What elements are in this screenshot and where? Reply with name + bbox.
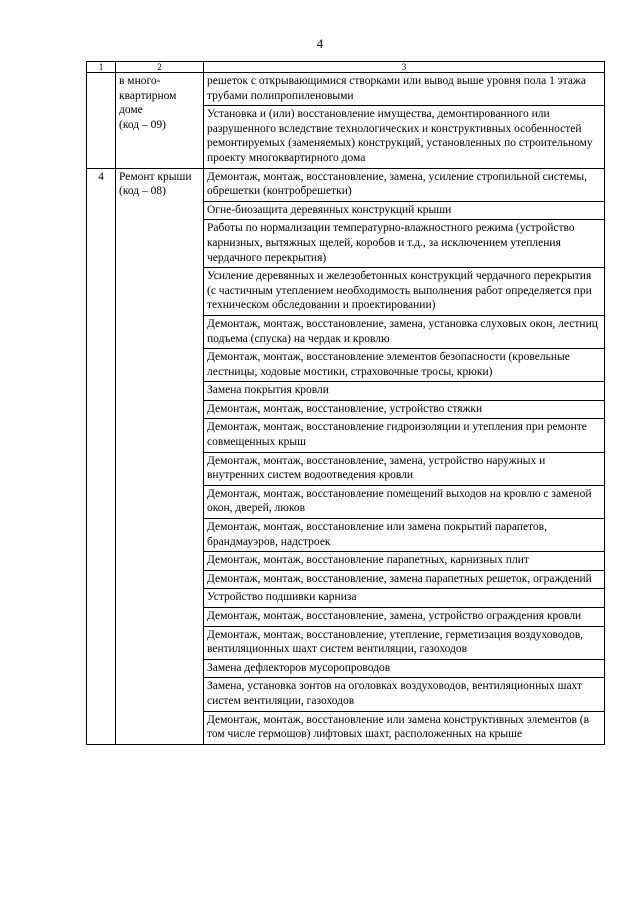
table-body <box>87 73 605 745</box>
work-description: Замена покрытия кровли <box>204 382 605 401</box>
work-description: Демонтаж, монтаж, восстановление помещений выходов на кровлю с заменой окон, дверей, люков <box>204 485 605 518</box>
work-description: Демонтаж, монтаж, восстановление или замена конструктивных элементов (в том числе гермошов) лифтовых шахт, расположенных на крыше <box>204 711 605 744</box>
work-description: Демонтаж, монтаж, восстановление, замена, установка слуховых окон, лестниц подъема (спуска) на чердак и кровлю <box>204 315 605 348</box>
work-category-name-line: (код – 09) <box>119 118 166 131</box>
work-category-name-line: доме <box>119 104 143 117</box>
work-types-table <box>86 61 605 745</box>
work-description: Демонтаж, монтаж, восстановление, замена парапетных решеток, ограждений <box>204 570 605 589</box>
column-header-2: 2 <box>116 62 204 73</box>
work-description: Демонтаж, монтаж, восстановление, замена, устройство ограждения кровли <box>204 608 605 627</box>
table-row <box>87 168 605 201</box>
work-category-name-line: квартирном <box>119 89 177 102</box>
work-description: Демонтаж, монтаж, восстановление, замена, усиление стропильной системы, обрешетки (контробрешетки) <box>204 168 605 201</box>
work-description: Демонтаж, монтаж, восстановление парапетных, карнизных плит <box>204 552 605 571</box>
work-description: решеток с открывающимися створками или вывод выше уровня пола 1 этажа трубами полипропиленовыми <box>204 73 605 106</box>
work-description: Устройство подшивки карниза <box>204 589 605 608</box>
work-description: Демонтаж, монтаж, восстановление, устройство стяжки <box>204 400 605 419</box>
work-category-name <box>116 73 204 169</box>
work-description: Демонтаж, монтаж, восстановление, утепление, герметизация воздуховодов, вентиляционных шахт систем вентиляции, газоходов <box>204 626 605 659</box>
work-category-name-line: (код – 08) <box>119 185 166 198</box>
item-number <box>87 73 116 169</box>
work-description: Демонтаж, монтаж, восстановление, замена, устройство наружных и внутренних систем водоотведения кровли <box>204 452 605 485</box>
column-header-1: 1 <box>87 62 116 73</box>
work-description: Установка и (или) восстановление имущества, демонтированного или разрушенного вследствие технологических и конструктивных особенностей ремонтируемых (заменяемых) конструкций, установленных по строительному проекту многоквартирного дома <box>204 106 605 168</box>
work-description: Демонтаж, монтаж, восстановление или замена покрытий парапетов, брандмауэров, надстроек <box>204 519 605 552</box>
work-description: Замена, установка зонтов на оголовках воздуховодов, вентиляционных шахт систем вентиляции, газоходов <box>204 678 605 711</box>
column-header-3: 3 <box>204 62 605 73</box>
work-category-name <box>116 168 204 744</box>
table-header-row <box>87 62 605 73</box>
page-number: 4 <box>316 36 324 51</box>
work-description: Замена дефлекторов мусоропроводов <box>204 659 605 678</box>
item-number: 4 <box>87 168 116 744</box>
work-description: Усиление деревянных и железобетонных конструкций чердачного перекрытия (с частичным утеплением необходимость выполнения работ определяется при техническом обследовании и проектировании) <box>204 268 605 316</box>
work-category-name-line: Ремонт крыши <box>119 170 192 183</box>
work-description: Работы по нормализации температурно-влажностного режима (устройство карнизных, вытяжных щелей, коробов и т.д., за исключением утепления чердачного перекрытия) <box>204 220 605 268</box>
work-description: Огне-биозащита деревянных конструкций крыши <box>204 201 605 220</box>
work-description: Демонтаж, монтаж, восстановление элементов безопасности (кровельные лестницы, ходовые мостики, страховочные тросы, крюки) <box>204 349 605 382</box>
work-description: Демонтаж, монтаж, восстановление гидроизоляции и утепления при ремонте совмещенных крыш <box>204 419 605 452</box>
table-row <box>87 73 605 106</box>
work-category-name-line: в много- <box>119 75 161 87</box>
